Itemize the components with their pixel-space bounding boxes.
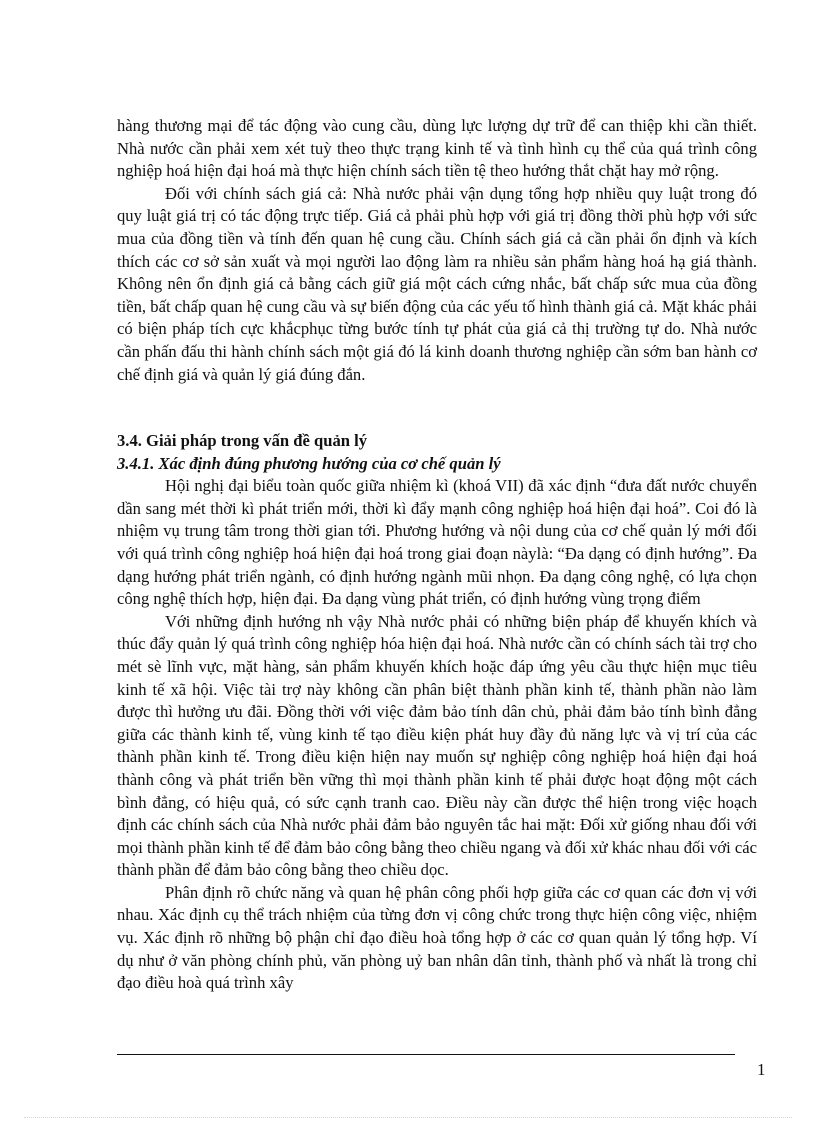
paragraph-orientation-measures: Với những định hướng nh vậy Nhà nước phải có những biện pháp để khuyến khích và thúc đẩy quản lý quá trình công nghiệp hóa hiện đại hoá. Nhà nước cần có chính sách tài trợ cho mét sè lĩnh vực, mặt hàng, sản phẩm khuyến khích hoặc đáp ứng yêu cầu thực hiện mục tiêu kinh tế xã hội. Việc tài trợ này không cần phân biệt thành phần kinh tế, thành phần nào làm được thì hưởng ưu đãi. Đồng thời với việc đảm bảo tính dân chủ, phải đảm bảo tính bình đẳng giữa các thành kinh tế, vùng kinh tế tạo điều kiện phát huy đầy đủ năng lực và vị trí của các thành phần kinh tế. Trong điều kiện hiện nay muốn sự nghiệp công nghiệp hoá hiện đại hoá thành công và phát triển bền vững thì mọi thành phần kinh tế phải được hoạt động một cách bình đẳng, có hiệu quả, có sức cạnh tranh cao. Điều này cần được thể hiện trong việc hoạch định các chính sách của Nhà nước phải đảm bảo nguyên tắc hai mặt: Đối xử giống nhau đối với mọi thành phần kinh tế để đảm bảo công bằng theo chiều ngang và đối xử khác nhau đối với các thành phần để đảm bảo công bằng theo chiều dọc. bbox=[117, 611, 757, 880]
page-bottom-edge bbox=[24, 1117, 792, 1118]
body-text-main bbox=[117, 430, 757, 995]
subsection-heading: 3.4.1. Xác định đúng phương hướng của cơ chế quản lý bbox=[117, 453, 501, 473]
paragraph-monetary-policy-continued: hàng thương mại để tác động vào cung cầu, dùng lực lượng dự trữ để can thiệp khi cần thiết. Nhà nước cần phải xem xét tuỳ theo thực trạng kinh tế và tình hình cụ thể của quá trình công nghiệp hoá hiện đại hoá mà thực hiện chính sách tiền tệ theo hướng thắt chặt hay mở rộng. bbox=[117, 116, 757, 181]
page-number: 1 bbox=[757, 1060, 766, 1079]
footer-divider bbox=[117, 1054, 735, 1055]
paragraph-price-policy: Đối với chính sách giá cả: Nhà nước phải vận dụng tổng hợp nhiều quy luật trong đó quy luật giá trị có tác động trực tiếp. Giá cả phải phù hợp với giá trị đồng thời phù hợp với sức mua của đồng tiền và tính đến quan hệ cung cầu. Chính sách giá cả cần phải ổn định và kích thích các cơ sở sản xuất và mọi người lao động làm ra nhiều sản phẩm hàng hoá hạ giá thành. Không nên ổn định giá cả bằng cách giữ giá một cách cứng nhắc, bất chấp sức mua của đồng tiền, bất chấp quan hệ cung cầu và sự biến động của các yếu tố hình thành giá cả. Mặt khác phải có biện pháp tích cực khắcphục từng bước tính tự phát của giá cả thị trường tự do. Nhà nước cần phấn đấu thi hành chính sách một giá đó lá kinh doanh thương nghiệp cần sớm ban hành cơ chế định giá và quản lý giá đúng đắn. bbox=[117, 183, 757, 384]
paragraph-functions: Phân định rõ chức năng và quan hệ phân công phối hợp giữa các cơ quan các đơn vị với nhau. Xác định cụ thể trách nhiệm của từng đơn vị công chức trong thực hiện công việc, nhiệm vụ. Xác định rõ những bộ phận chỉ đạo điều hoà tổng hợp ở các cơ quan quản lý tổng hợp. Ví dụ như ở văn phòng chính phủ, văn phòng uỷ ban nhân dân tỉnh, thành phố và nhất là trong chỉ đạo điều hoà quá trình xây bbox=[117, 882, 757, 993]
body-text-top bbox=[117, 115, 757, 386]
section-heading: 3.4. Giải pháp trong vấn đề quản lý bbox=[117, 431, 368, 450]
paragraph-conference: Hội nghị đại biểu toàn quốc giữa nhiệm kì (khoá VII) đã xác định “đưa đất nước chuyển dần sang mét thời kì phát triển mới, thời kì đẩy mạnh công nghiệp hoá hiện đại hoá”. Coi đó là nhiệm vụ trung tâm trong thời gian tới. Phương hướng và nội dung của cơ chế quản lý mới đối với quá trình công nghiệp hoá hiện đại hoá trong giai đoạn nàylà: “Đa dạng có định hướng”. Đa dạng hướng phát triển ngành, có định hướng ngành mũi nhọn. Đa dạng công nghệ, có lựa chọn công nghệ thích hợp, hiện đại. Đa dạng vùng phát triển, có định hướng vùng trọng điểm bbox=[117, 476, 757, 609]
